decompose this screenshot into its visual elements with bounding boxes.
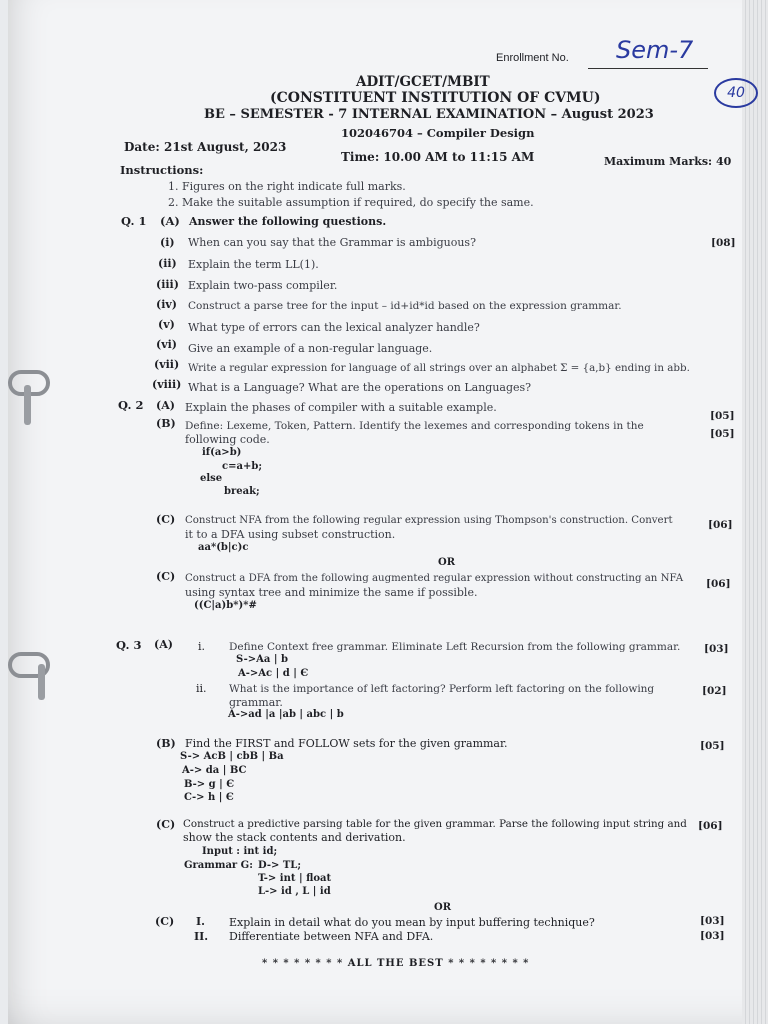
q2c-alt-text: Construct a DFA from the following augmented regular expression without constructing an NFA bbox=[185, 573, 684, 584]
q1-item-text: Construct a parse tree for the input – id+id*id based on the expression grammar. bbox=[188, 300, 622, 312]
binder-post-top bbox=[24, 385, 31, 425]
grammar-line: A->Ac | d | Є bbox=[238, 668, 309, 679]
q2c-alt-text-cont: using syntax tree and minimize the same if possible. bbox=[185, 586, 478, 599]
q3c-input: Input : int id; bbox=[202, 846, 278, 857]
q2a-part: (A) bbox=[156, 399, 175, 412]
q2c-alt-part: (C) bbox=[156, 570, 176, 583]
q3a1-text: Define Context free grammar. Eliminate Left Recursion from the following grammar. bbox=[229, 641, 681, 653]
grammar-line: D-> TL; bbox=[258, 860, 302, 871]
exam-date: Date: 21st August, 2023 bbox=[124, 140, 287, 154]
score-circle: 40 bbox=[714, 78, 758, 108]
q1-item-num: (ii) bbox=[158, 257, 177, 270]
code-line: else bbox=[200, 473, 223, 484]
q3a2-text: What is the importance of left factoring? Perform left factoring on the following bbox=[229, 683, 655, 695]
q1-item-num: (vii) bbox=[154, 358, 180, 371]
q2b-marks: [05] bbox=[710, 428, 735, 440]
q1-item-num: (iii) bbox=[156, 278, 179, 291]
q2c-alt-expression: ((C|a)b*)*# bbox=[194, 600, 257, 611]
q3-number: Q. 3 bbox=[116, 638, 142, 652]
q1-number: Q. 1 bbox=[121, 214, 147, 228]
q1-item-text: When can you say that the Grammar is ambiguous? bbox=[188, 236, 476, 249]
q1-item-num: (iv) bbox=[156, 298, 177, 311]
q1-marks: [08] bbox=[711, 237, 736, 249]
page-stack-edge bbox=[742, 0, 768, 1024]
q2b-part: (B) bbox=[156, 417, 176, 430]
instruction-item: 1. Figures on the right indicate full marks. bbox=[168, 180, 406, 193]
grammar-line: S-> AcB | cbB | Ba bbox=[180, 751, 284, 762]
course-title: 102046704 – Compiler Design bbox=[341, 126, 535, 140]
grammar-line: A-> da | BC bbox=[182, 765, 247, 776]
q1-item-num: (vi) bbox=[156, 338, 177, 351]
q3a2-marks: [02] bbox=[702, 685, 727, 697]
q1-item-num: (v) bbox=[158, 318, 175, 331]
q3a2-text-cont: grammar. bbox=[229, 696, 283, 709]
q3b-marks: [05] bbox=[700, 740, 725, 752]
q3c-alt-item-marks: [03] bbox=[700, 930, 725, 942]
q1-item-text: What type of errors can the lexical analyzer handle? bbox=[188, 321, 480, 334]
grammar-line: C-> h | Є bbox=[184, 792, 234, 803]
q1-item-num: (viii) bbox=[152, 378, 182, 391]
grammar-line: T-> int | float bbox=[258, 873, 332, 884]
q2c-part: (C) bbox=[156, 513, 176, 526]
q1-item-text: Write a regular expression for language of all strings over an alphabet Σ = {a,b} ending in abb. bbox=[188, 362, 690, 374]
enrollment-handwritten: Sem-7 bbox=[616, 36, 694, 64]
q3b-part: (B) bbox=[156, 737, 176, 750]
q1-title: Answer the following questions. bbox=[189, 215, 387, 228]
enrollment-underline bbox=[588, 68, 708, 69]
q3c-part: (C) bbox=[156, 818, 176, 831]
grammar-line: B-> g | Є bbox=[184, 779, 235, 790]
institution-name: ADIT/GCET/MBIT bbox=[356, 74, 490, 90]
q3-or: OR bbox=[434, 902, 452, 913]
max-marks: Maximum Marks: 40 bbox=[604, 155, 732, 168]
q3c-text-cont: show the stack contents and derivation. bbox=[183, 831, 406, 844]
q2c-text-cont: it to a DFA using subset construction. bbox=[185, 528, 396, 541]
q2b-text-cont: following code. bbox=[185, 433, 270, 446]
code-line: break; bbox=[224, 486, 260, 497]
grammar-line: A->ad |a |ab | abc | b bbox=[228, 709, 344, 720]
q3a1-marks: [03] bbox=[704, 643, 729, 655]
grammar-line: S->Aa | b bbox=[236, 654, 288, 665]
exam-title: BE – SEMESTER - 7 INTERNAL EXAMINATION – August 2023 bbox=[204, 107, 654, 122]
instruction-item: 2. Make the suitable assumption if required, do specify the same. bbox=[168, 196, 534, 209]
q3c-text: Construct a predictive parsing table for the given grammar. Parse the following input string and bbox=[183, 818, 687, 830]
q2c-expression: aa*(b|c)c bbox=[198, 542, 249, 553]
code-line: if(a>b) bbox=[202, 447, 242, 458]
q1-item-text: Explain the term LL(1). bbox=[188, 258, 319, 271]
q3c-alt-item-text: Explain in detail what do you mean by input buffering technique? bbox=[229, 916, 595, 929]
q1-item-text: Explain two-pass compiler. bbox=[188, 279, 338, 292]
q3a2-num: ii. bbox=[196, 682, 207, 695]
q3c-alt-part: (C) bbox=[155, 915, 175, 928]
exam-paper bbox=[8, 0, 768, 1024]
q3c-alt-item-num: II. bbox=[194, 930, 209, 943]
q2c-alt-marks: [06] bbox=[706, 578, 731, 590]
q2a-marks: [05] bbox=[710, 410, 735, 422]
q3c-grammar-label: Grammar G: bbox=[184, 860, 253, 871]
q1-item-text: What is a Language? What are the operations on Languages? bbox=[188, 381, 532, 394]
q3b-text: Find the FIRST and FOLLOW sets for the given grammar. bbox=[185, 737, 508, 750]
q3a-part: (A) bbox=[154, 638, 173, 651]
q3c-alt-item-text: Differentiate between NFA and DFA. bbox=[229, 930, 434, 943]
grammar-line: L-> id , L | id bbox=[258, 886, 331, 897]
q3c-alt-item-num: I. bbox=[196, 915, 205, 928]
exam-time: Time: 10.00 AM to 11:15 AM bbox=[341, 150, 535, 164]
q1-item-num: (i) bbox=[160, 236, 175, 249]
code-line: c=a+b; bbox=[222, 461, 263, 472]
footer-all-the-best: * * * * * * * * ALL THE BEST * * * * * * * * bbox=[262, 958, 530, 969]
enrollment-label: Enrollment No. bbox=[496, 52, 569, 64]
q2b-text: Define: Lexeme, Token, Pattern. Identify the lexemes and corresponding tokens in the bbox=[185, 420, 644, 432]
q3a1-num: i. bbox=[198, 640, 206, 653]
institution-subtitle: (CONSTITUENT INSTITUTION OF CVMU) bbox=[270, 90, 601, 106]
q2-or: OR bbox=[438, 557, 456, 568]
q2c-marks: [06] bbox=[708, 519, 733, 531]
binder-post-bottom bbox=[38, 664, 45, 700]
q1-part: (A) bbox=[160, 214, 180, 228]
q2c-text: Construct NFA from the following regular expression using Thompson's construction. Convert bbox=[185, 515, 673, 526]
q2-number: Q. 2 bbox=[118, 398, 144, 412]
instructions-label: Instructions: bbox=[120, 163, 204, 177]
q3c-alt-item-marks: [03] bbox=[700, 915, 725, 927]
q3c-marks: [06] bbox=[698, 820, 723, 832]
q2a-text: Explain the phases of compiler with a suitable example. bbox=[185, 401, 497, 414]
q1-item-text: Give an example of a non-regular language. bbox=[188, 342, 433, 355]
